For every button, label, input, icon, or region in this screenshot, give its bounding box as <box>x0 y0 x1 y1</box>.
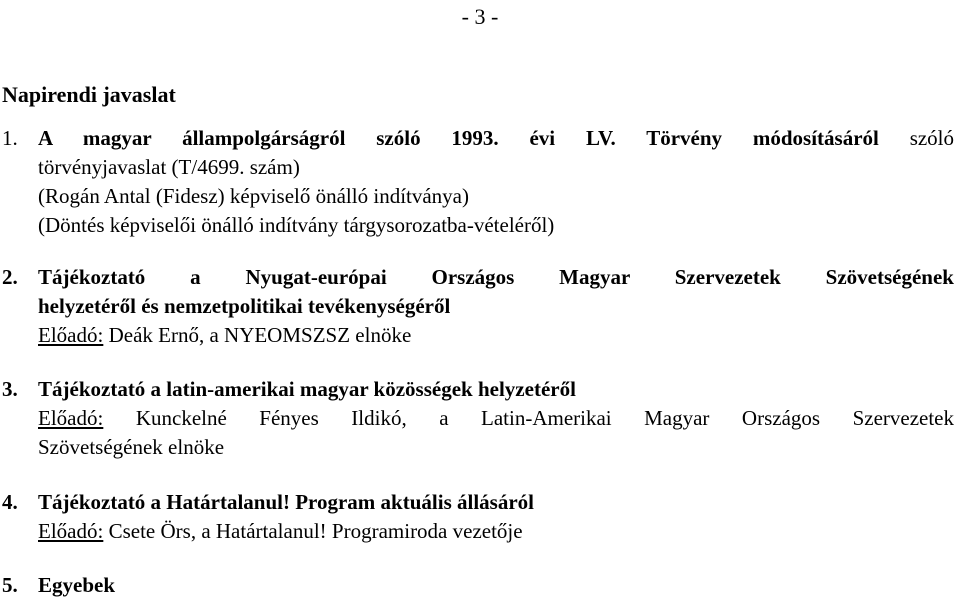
item-title: Tájékoztató a latin-amerikai magyar közösségek helyzetéről <box>38 377 576 401</box>
agenda-item-4 <box>2 488 954 546</box>
item-number: 4. <box>2 490 18 514</box>
item-detail-line: törvényjavaslat (T/4699. szám) <box>38 155 300 179</box>
item-title-continued: helyzetéről és nemzetpolitikai tevékenységéről <box>38 294 451 318</box>
item-title: Tájékoztató a Nyugat-európai Országos Magyar Szervezetek Szövetségének <box>38 265 954 289</box>
item-speaker <box>2 321 954 350</box>
agenda-item-2 <box>2 263 954 350</box>
item-title <box>2 124 954 153</box>
agenda-item-5 <box>2 571 954 600</box>
item-detail-line: (Döntés képviselői önálló indítvány tárgysorozatba-vételéről) <box>38 213 555 237</box>
item-title: Egyebek <box>38 573 116 597</box>
item-speaker-continued: Szövetségének elnöke <box>38 435 225 459</box>
item-title: Tájékoztató a Határtalanul! Program aktuális állásáról <box>38 490 534 514</box>
page-number: - 3 - <box>461 4 499 29</box>
item-title-bold: A magyar állampolgárságról szóló 1993. évi LV. Törvény módosításáról <box>38 126 879 150</box>
agenda-item-1 <box>2 124 954 240</box>
item-title-rest: szóló <box>909 126 955 150</box>
speaker-name: Kunckelné Fényes Ildikó, a Latin-Amerikai Magyar Országos Szervezetek <box>135 406 955 430</box>
item-speaker <box>2 404 954 433</box>
page-heading: Napirendi javaslat <box>2 82 176 107</box>
item-number: 3. <box>2 377 18 401</box>
item-number: 2. <box>2 265 18 289</box>
item-speaker <box>2 517 954 546</box>
item-detail-line: (Rogán Antal (Fidesz) képviselő önálló indítványa) <box>38 184 469 208</box>
speaker-label: Előadó: <box>38 323 104 347</box>
speaker-name: Csete Örs, a Határtalanul! Programiroda vezetője <box>108 519 523 543</box>
agenda-item-3 <box>2 375 954 462</box>
item-number: 1. <box>2 126 18 150</box>
speaker-label: Előadó: <box>38 519 104 543</box>
item-number: 5. <box>2 573 18 597</box>
speaker-label: Előadó: <box>38 406 104 430</box>
speaker-name: Deák Ernő, a NYEOMSZSZ elnöke <box>108 323 412 347</box>
